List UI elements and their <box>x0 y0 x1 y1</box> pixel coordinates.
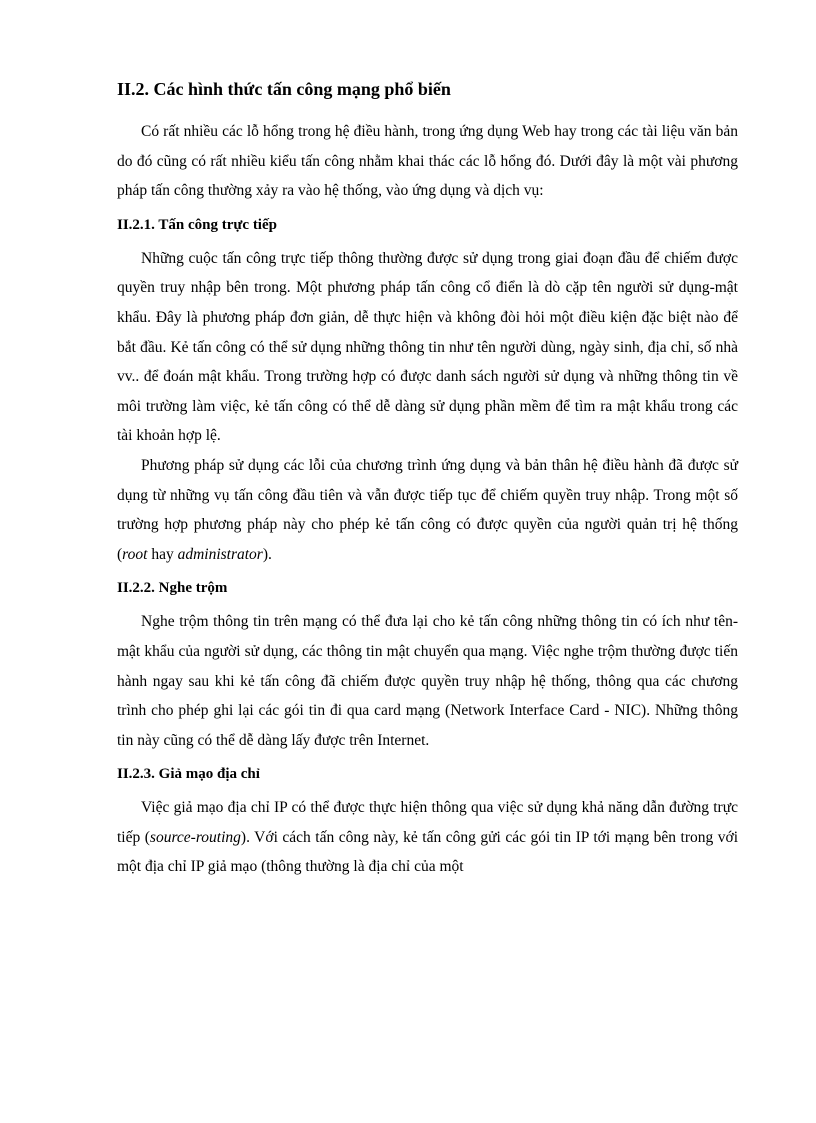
address-spoofing-paragraph <box>117 793 738 882</box>
direct-attack-paragraph-1: Những cuộc tấn công trực tiếp thông thường được sử dụng trong giai đoạn đầu để chiếm được quyền truy nhập bên trong. Một phương pháp tấn công cổ điển là dò cặp tên người sử dụng-mật khẩu. Đây là phương pháp đơn giản, dễ thực hiện và không đòi hỏi một điều kiện đặc biệt nào để bắt đầu. Kẻ tấn công có thể sử dụng những thông tin như tên người dùng, ngày sinh, địa chỉ, số nhà vv.. để đoán mật khẩu. Trong trường hợp có được danh sách người sử dụng và những thông tin về môi trường làm việc, kẻ tấn công có thể dễ dàng sử dụng phần mềm để tìm ra mật khẩu trong các tài khoản hợp lệ. <box>117 249 738 445</box>
text-run: hay <box>147 545 178 563</box>
subsection-heading-address-spoofing: II.2.3. Giả mạo địa chỉ <box>117 766 260 783</box>
text-run: Phương pháp sử dụng các lỗi của chương trình ứng dụng và bản thân hệ điều hành đã được sử dụng từ những vụ tấn công đầu tiên và vẫn được tiếp tục để chiếm quyền truy nhập. Trong một số trường hợp phương pháp này cho phép kẻ tấn công có được quyền của người quản trị hệ thống ( <box>117 456 738 563</box>
italic-term-administrator: administrator <box>177 545 263 563</box>
italic-term-root: root <box>122 545 148 563</box>
eavesdropping-paragraph: Nghe trộm thông tin trên mạng có thể đưa lại cho kẻ tấn công những thông tin có ích như tên-mật khẩu của người sử dụng, các thông tin mật chuyển qua mạng. Việc nghe trộm thường được tiến hành ngay sau khi kẻ tấn công đã chiếm được quyền truy nhập hệ thống, thông qua các chương trình cho phép ghi lại các gói tin đi qua card mạng (Network Interface Card - NIC). Những thông tin này cũng có thể dễ dàng lấy được trên Internet. <box>117 613 738 749</box>
text-run: ). <box>262 545 272 563</box>
section-heading: II.2. Các hình thức tấn công mạng phổ biến <box>117 79 451 99</box>
italic-term-source-routing: source-routing <box>149 828 241 846</box>
intro-paragraph: Có rất nhiều các lỗ hổng trong hệ điều hành, trong ứng dụng Web hay trong các tài liệu văn bản do đó cũng có rất nhiều kiểu tấn công nhằm khai thác các lỗ hổng đó. Dưới đây là một vài phương pháp tấn công thường xảy ra vào hệ thống, vào ứng dụng và dịch vụ: <box>117 123 738 200</box>
direct-attack-paragraph-2 <box>117 451 738 569</box>
document-page <box>117 72 738 882</box>
subsection-heading-eavesdropping: II.2.2. Nghe trộm <box>117 580 228 597</box>
subsection-heading-direct-attack: II.2.1. Tấn công trực tiếp <box>117 216 277 233</box>
text-run: ). Với cách tấn công này, kẻ tấn công gửi các gói tin IP tới mạng bên trong với một địa chỉ IP giả mạo (thông thường là địa chỉ của một <box>117 828 739 876</box>
text-run: Việc giả mạo địa chỉ IP có thể được thực hiện thông qua việc sử dụng khả năng dẫn đường trực tiếp ( <box>117 799 738 846</box>
